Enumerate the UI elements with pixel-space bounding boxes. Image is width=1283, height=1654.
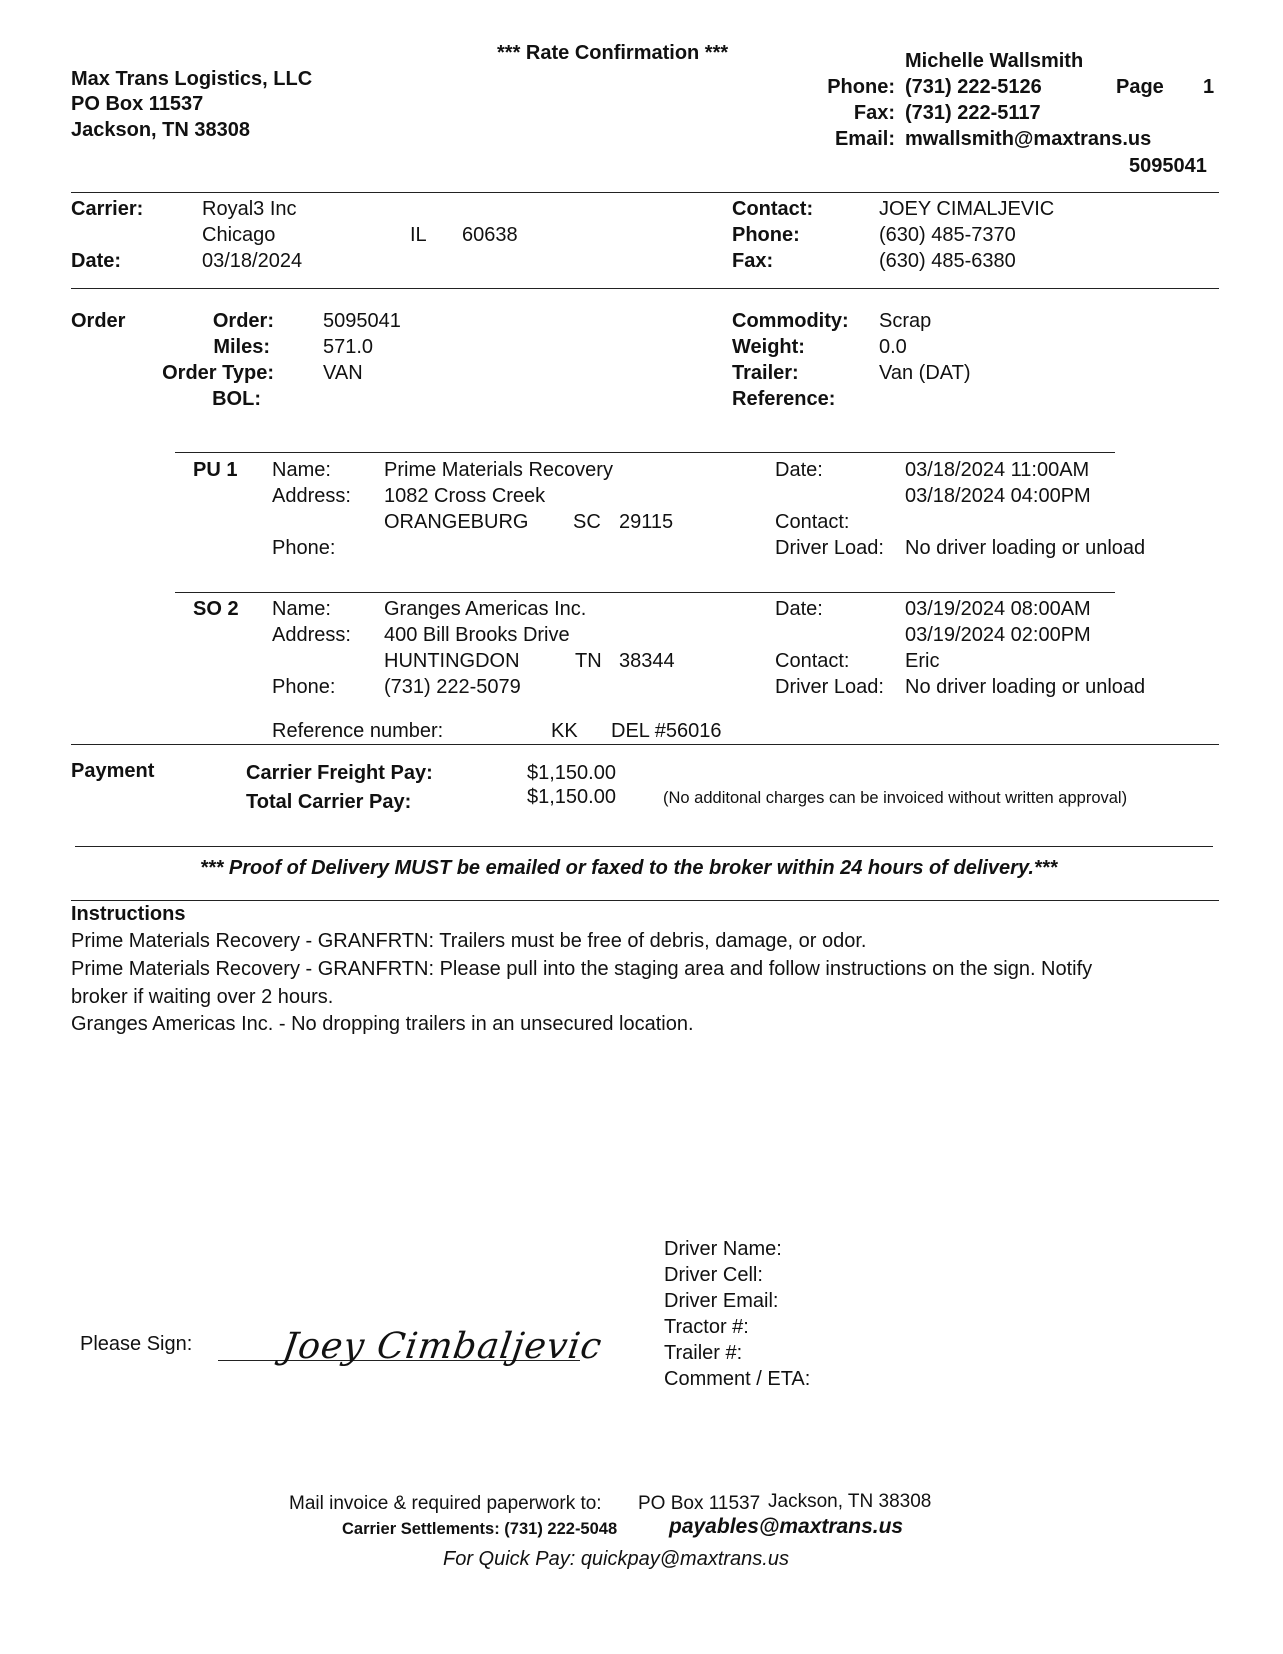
agent-fax: (731) 222-5117 — [905, 102, 1041, 124]
carrier-city: Chicago — [202, 224, 276, 246]
instructions-title: Instructions — [71, 903, 186, 925]
stop-driver-load: No driver loading or unload — [905, 676, 1146, 698]
stop-phone-label: Phone: — [272, 676, 336, 698]
stop-phone-label: Phone: — [272, 537, 336, 559]
divider — [71, 288, 1219, 289]
stop-state: SC — [573, 511, 601, 533]
stop-driver-load-label: Driver Load: — [775, 537, 884, 559]
stop-zip: 29115 — [619, 511, 674, 533]
miles-label: Miles: — [213, 336, 270, 358]
stop-date-end: 03/18/2024 04:00PM — [905, 485, 1091, 507]
order-type-label: Order Type: — [162, 362, 274, 384]
stop-driver-load-label: Driver Load: — [775, 676, 884, 698]
stop-name-label: Name: — [272, 459, 331, 481]
tractor-number-label: Tractor #: — [664, 1316, 749, 1338]
stop-divider — [175, 452, 1115, 453]
agent-phone: (731) 222-5126 — [905, 76, 1042, 98]
stop-date-end: 03/19/2024 02:00PM — [905, 624, 1091, 646]
carrier-label: Carrier: — [71, 198, 144, 220]
commodity-label: Commodity: — [732, 310, 849, 332]
driver-name-label: Driver Name: — [664, 1238, 782, 1260]
instruction-line: Prime Materials Recovery - GRANFRTN: Please pull into the staging area and follow instructions on the sign. Notify — [71, 958, 1093, 980]
payment-section-label: Payment — [71, 760, 155, 782]
carrier-contact: JOEY CIMALJEVIC — [879, 198, 1055, 220]
miles-value: 571.0 — [323, 336, 374, 358]
mail-invoice-label: Mail invoice & required paperwork to: — [289, 1493, 602, 1514]
company-po-box: PO Box 11537 — [71, 93, 204, 115]
divider — [75, 846, 1213, 847]
divider — [71, 192, 1219, 193]
instruction-line: broker if waiting over 2 hours. — [71, 986, 334, 1008]
instruction-line: Prime Materials Recovery - GRANFRTN: Trailers must be free of debris, damage, or odor. — [71, 930, 867, 952]
please-sign-label: Please Sign: — [80, 1333, 193, 1355]
stop-date-label: Date: — [775, 459, 823, 481]
stop-contact-label: Contact: — [775, 650, 850, 672]
stop-contact: Eric — [905, 650, 940, 672]
signature: Joey Cimbaljevic — [280, 1326, 605, 1367]
reference-label: Reference: — [732, 388, 836, 410]
order-section-label: Order — [71, 310, 126, 332]
proof-of-delivery-notice: *** Proof of Delivery MUST be emailed or faxed to the broker within 24 hours of delivery.*** — [200, 857, 1058, 879]
trailer-value: Van (DAT) — [879, 362, 971, 384]
stop-name-label: Name: — [272, 598, 331, 620]
carrier-contact-label: Contact: — [732, 198, 814, 220]
carrier-name: Royal3 Inc — [202, 198, 297, 220]
order-label: Order: — [212, 310, 274, 332]
date-value: 03/18/2024 — [202, 250, 303, 272]
bol-label: BOL: — [212, 388, 261, 410]
carrier-fax: (630) 485-6380 — [879, 250, 1016, 272]
agent-name: Michelle Wallsmith — [905, 50, 1084, 72]
company-name: Max Trans Logistics, LLC — [71, 68, 313, 90]
total-pay-label: Total Carrier Pay: — [246, 791, 412, 813]
carrier-phone-label: Phone: — [732, 224, 800, 246]
carrier-phone: (630) 485-7370 — [879, 224, 1016, 246]
stop-contact-label: Contact: — [775, 511, 850, 533]
freight-pay-label: Carrier Freight Pay: — [246, 762, 433, 784]
mail-city: Jackson, TN 38308 — [768, 1491, 932, 1512]
stop-state: TN — [575, 650, 602, 672]
freight-pay-value: $1,150.00 — [527, 762, 616, 784]
reference-code: KK — [551, 720, 578, 742]
weight-value: 0.0 — [879, 336, 907, 358]
stop-address: 400 Bill Brooks Drive — [384, 624, 570, 646]
agent-phone-label: Phone: — [827, 76, 895, 98]
carrier-fax-label: Fax: — [732, 250, 774, 272]
agent-email: mwallsmith@maxtrans.us — [905, 128, 1152, 150]
stop-code: SO 2 — [193, 598, 239, 620]
trailer-label: Trailer: — [732, 362, 799, 384]
date-label: Date: — [71, 250, 122, 272]
document-title: *** Rate Confirmation *** — [497, 42, 729, 64]
weight-label: Weight: — [732, 336, 805, 358]
stop-city: HUNTINGDON — [384, 650, 520, 672]
page-number: 1 — [1203, 76, 1215, 98]
stop-code: PU 1 — [193, 459, 238, 481]
order-number: 5095041 — [323, 310, 401, 332]
stop-divider — [175, 592, 1115, 593]
agent-email-label: Email: — [834, 128, 895, 150]
comment-eta-label: Comment / ETA: — [664, 1368, 811, 1390]
instruction-line: Granges Americas Inc. - No dropping trailers in an unsecured location. — [71, 1013, 694, 1035]
reference-value: DEL #56016 — [611, 720, 722, 742]
payment-note: (No additonal charges can be invoiced without written approval) — [663, 789, 1128, 807]
carrier-zip: 60638 — [462, 224, 518, 246]
page-label: Page — [1116, 76, 1164, 98]
stop-address-label: Address: — [272, 624, 351, 646]
agent-fax-label: Fax: — [853, 102, 895, 124]
mail-po-box: PO Box 11537 — [638, 1493, 761, 1514]
stop-address: 1082 Cross Creek — [384, 485, 546, 507]
company-city: Jackson, TN 38308 — [71, 119, 250, 141]
stop-phone: (731) 222-5079 — [384, 676, 521, 698]
stop-city: ORANGEBURG — [384, 511, 529, 533]
stop-name: Prime Materials Recovery — [384, 459, 613, 481]
quick-pay: For Quick Pay: quickpay@maxtrans.us — [443, 1548, 789, 1570]
stop-zip: 38344 — [619, 650, 675, 672]
divider — [71, 900, 1219, 901]
driver-email-label: Driver Email: — [664, 1290, 779, 1312]
stop-date-start: 03/18/2024 11:00AM — [905, 459, 1090, 481]
trailer-number-label: Trailer #: — [664, 1342, 743, 1364]
stop-name: Granges Americas Inc. — [384, 598, 587, 620]
carrier-state: IL — [410, 224, 427, 246]
total-pay-value: $1,150.00 — [527, 786, 616, 808]
driver-cell-label: Driver Cell: — [664, 1264, 763, 1286]
stop-date-start: 03/19/2024 08:00AM — [905, 598, 1091, 620]
load-number: 5095041 — [1129, 155, 1207, 177]
reference-number-label: Reference number: — [272, 720, 444, 742]
divider — [71, 744, 1219, 745]
commodity-value: Scrap — [879, 310, 932, 332]
payables-email: payables@maxtrans.us — [669, 1515, 904, 1538]
stop-date-label: Date: — [775, 598, 823, 620]
carrier-settlements: Carrier Settlements: (731) 222-5048 — [342, 1520, 618, 1538]
order-type: VAN — [323, 362, 363, 384]
stop-driver-load: No driver loading or unload — [905, 537, 1146, 559]
stop-address-label: Address: — [272, 485, 351, 507]
